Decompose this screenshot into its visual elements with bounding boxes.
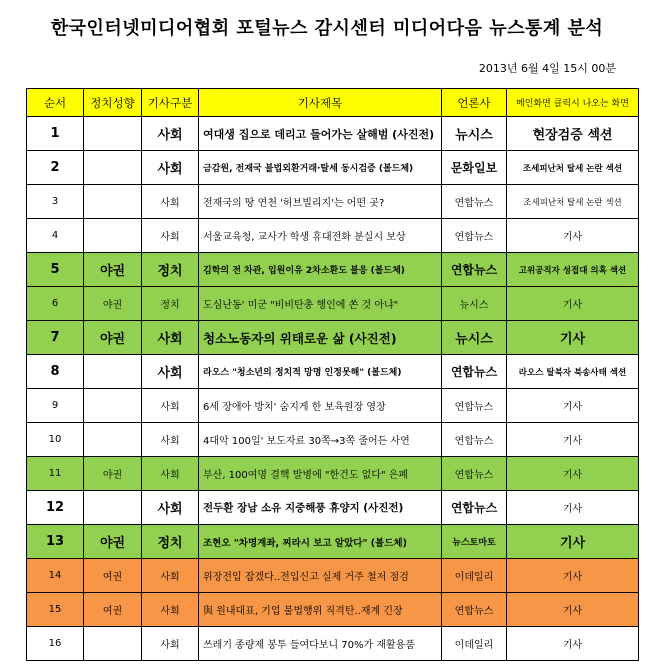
cell-title[interactable]: 전두환 장남 소유 지중해풍 휴양지 (사진전)	[199, 491, 442, 525]
header-num: 순서	[27, 89, 84, 117]
cell-press: 뉴시스	[442, 117, 507, 151]
table-row	[27, 253, 639, 287]
cell-num: 13	[27, 525, 84, 559]
cell-press: 이데일리	[442, 559, 507, 593]
cell-num: 9	[27, 389, 84, 423]
cell-page: 기사	[507, 219, 639, 253]
cell-category: 사회	[142, 423, 199, 457]
page-title: 한국인터넷미디어협회 포털뉴스 감시센터 미디어다음 뉴스통계 분석	[50, 18, 604, 39]
table-row	[27, 389, 639, 423]
cell-press: 연합뉴스	[442, 593, 507, 627]
cell-category: 사회	[142, 627, 199, 661]
cell-page: 기사	[507, 525, 639, 559]
cell-page: 기사	[507, 389, 639, 423]
table-row	[27, 287, 639, 321]
cell-page: 기사	[507, 321, 639, 355]
cell-category: 사회	[142, 355, 199, 389]
cell-title[interactable]: 서울교육청, 교사가 학생 휴대전화 분실시 보상	[199, 219, 442, 253]
cell-page: 기사	[507, 287, 639, 321]
header-title: 기사제목	[199, 89, 442, 117]
cell-category: 정치	[142, 253, 199, 287]
cell-num: 11	[27, 457, 84, 491]
cell-page: 기사	[507, 457, 639, 491]
cell-political	[84, 219, 142, 253]
cell-press: 연합뉴스	[442, 253, 507, 287]
header-page: 메인화면 클릭시 나오는 화면	[507, 89, 639, 117]
cell-category: 사회	[142, 219, 199, 253]
cell-political	[84, 355, 142, 389]
news-table	[26, 88, 639, 661]
cell-title[interactable]: 김학의 전 차관, 입원이유 2차소환도 불응 (볼드체)	[199, 253, 442, 287]
cell-num: 5	[27, 253, 84, 287]
cell-num: 3	[27, 185, 84, 219]
header-row	[27, 89, 639, 117]
cell-political: 야권	[84, 525, 142, 559]
cell-page: 기사	[507, 491, 639, 525]
table-row	[27, 219, 639, 253]
cell-title[interactable]: 금감원, 전재국 불법외환거래·탈세 동시검증 (볼드체)	[199, 151, 442, 185]
table-row	[27, 627, 639, 661]
cell-num: 2	[27, 151, 84, 185]
cell-category: 사회	[142, 117, 199, 151]
cell-category: 사회	[142, 321, 199, 355]
cell-political: 여권	[84, 593, 142, 627]
cell-num: 14	[27, 559, 84, 593]
cell-press: 뉴시스	[442, 287, 507, 321]
cell-title[interactable]: 여대생 집으로 데리고 들어가는 살해범 (사진전)	[199, 117, 442, 151]
cell-political: 야권	[84, 287, 142, 321]
table-row	[27, 423, 639, 457]
table-row	[27, 185, 639, 219]
cell-num: 4	[27, 219, 84, 253]
cell-num: 6	[27, 287, 84, 321]
cell-category: 사회	[142, 593, 199, 627]
cell-press: 뉴시스	[442, 321, 507, 355]
cell-page: 기사	[507, 593, 639, 627]
cell-category: 사회	[142, 457, 199, 491]
cell-press: 문화일보	[442, 151, 507, 185]
cell-page: 기사	[507, 559, 639, 593]
cell-title[interactable]: 與 원내대표, 기업 불법행위 직격탄..재계 긴장	[199, 593, 442, 627]
cell-title[interactable]: 부산, 100여명 결핵 발병에 "한건도 없다" 은폐	[199, 457, 442, 491]
cell-title[interactable]: 4대악 100일' 보도자료 30쪽→3쪽 줄어든 사연	[199, 423, 442, 457]
cell-political: 야권	[84, 321, 142, 355]
cell-category: 정치	[142, 525, 199, 559]
table-row	[27, 117, 639, 151]
cell-category: 사회	[142, 491, 199, 525]
cell-press: 이데일리	[442, 627, 507, 661]
cell-title[interactable]: 6세 장애아 방치' 숨지게 한 보육원장 영장	[199, 389, 442, 423]
table-row	[27, 355, 639, 389]
cell-num: 7	[27, 321, 84, 355]
cell-page: 조세피난처 탈세 논란 섹션	[507, 151, 639, 185]
cell-political	[84, 389, 142, 423]
timestamp: 2013년 6월 4일 15시 00분	[478, 62, 616, 75]
cell-page: 조세피난처 탈세 논란 섹션	[507, 185, 639, 219]
cell-press: 연합뉴스	[442, 185, 507, 219]
cell-political: 여권	[84, 559, 142, 593]
table-row	[27, 593, 639, 627]
table-row	[27, 559, 639, 593]
cell-category: 사회	[142, 559, 199, 593]
cell-press: 연합뉴스	[442, 389, 507, 423]
cell-num: 15	[27, 593, 84, 627]
cell-title[interactable]: 라오스 "청소년의 정치적 망명 인정못해" (볼드체)	[199, 355, 442, 389]
cell-press: 연합뉴스	[442, 457, 507, 491]
cell-political	[84, 627, 142, 661]
table-row	[27, 491, 639, 525]
cell-title[interactable]: 청소노동자의 위태로운 삶 (사진전)	[199, 321, 442, 355]
cell-political	[84, 491, 142, 525]
cell-press: 연합뉴스	[442, 423, 507, 457]
cell-category: 사회	[142, 185, 199, 219]
cell-political	[84, 423, 142, 457]
cell-page: 기사	[507, 627, 639, 661]
cell-press: 뉴스토마토	[442, 525, 507, 559]
cell-title[interactable]: 전재국의 땅 연천 '허브빌리지'는 어떤 곳?	[199, 185, 442, 219]
cell-title[interactable]: 도심난동' 미군 "비비탄총 행인에 쏜 것 아냐"	[199, 287, 442, 321]
cell-num: 12	[27, 491, 84, 525]
cell-page: 기사	[507, 423, 639, 457]
cell-num: 16	[27, 627, 84, 661]
cell-title[interactable]: 쓰레기 종량제 봉투 들여다보니 70%가 재활용품	[199, 627, 442, 661]
cell-num: 8	[27, 355, 84, 389]
cell-press: 연합뉴스	[442, 219, 507, 253]
header-category: 기사구분	[142, 89, 199, 117]
header-press: 언론사	[442, 89, 507, 117]
cell-political: 야권	[84, 457, 142, 491]
cell-political	[84, 151, 142, 185]
header-political: 정치성향	[84, 89, 142, 117]
cell-press: 연합뉴스	[442, 491, 507, 525]
cell-category: 사회	[142, 389, 199, 423]
cell-page: 라오스 탈북자 북송사태 섹션	[507, 355, 639, 389]
cell-num: 1	[27, 117, 84, 151]
table-row	[27, 525, 639, 559]
table-row	[27, 457, 639, 491]
cell-title[interactable]: 위장전입 잡겠다..전입신고 실제 거주 철저 점검	[199, 559, 442, 593]
cell-political: 야권	[84, 253, 142, 287]
cell-page: 현장검증 섹션	[507, 117, 639, 151]
cell-category: 사회	[142, 151, 199, 185]
cell-num: 10	[27, 423, 84, 457]
cell-press: 연합뉴스	[442, 355, 507, 389]
cell-title[interactable]: 조현오 "차명계좌, 찌라시 보고 알았다" (볼드체)	[199, 525, 442, 559]
table-row	[27, 321, 639, 355]
cell-page: 고위공직자 성접대 의혹 섹션	[507, 253, 639, 287]
cell-category: 정치	[142, 287, 199, 321]
table-row	[27, 151, 639, 185]
cell-political	[84, 117, 142, 151]
cell-political	[84, 185, 142, 219]
